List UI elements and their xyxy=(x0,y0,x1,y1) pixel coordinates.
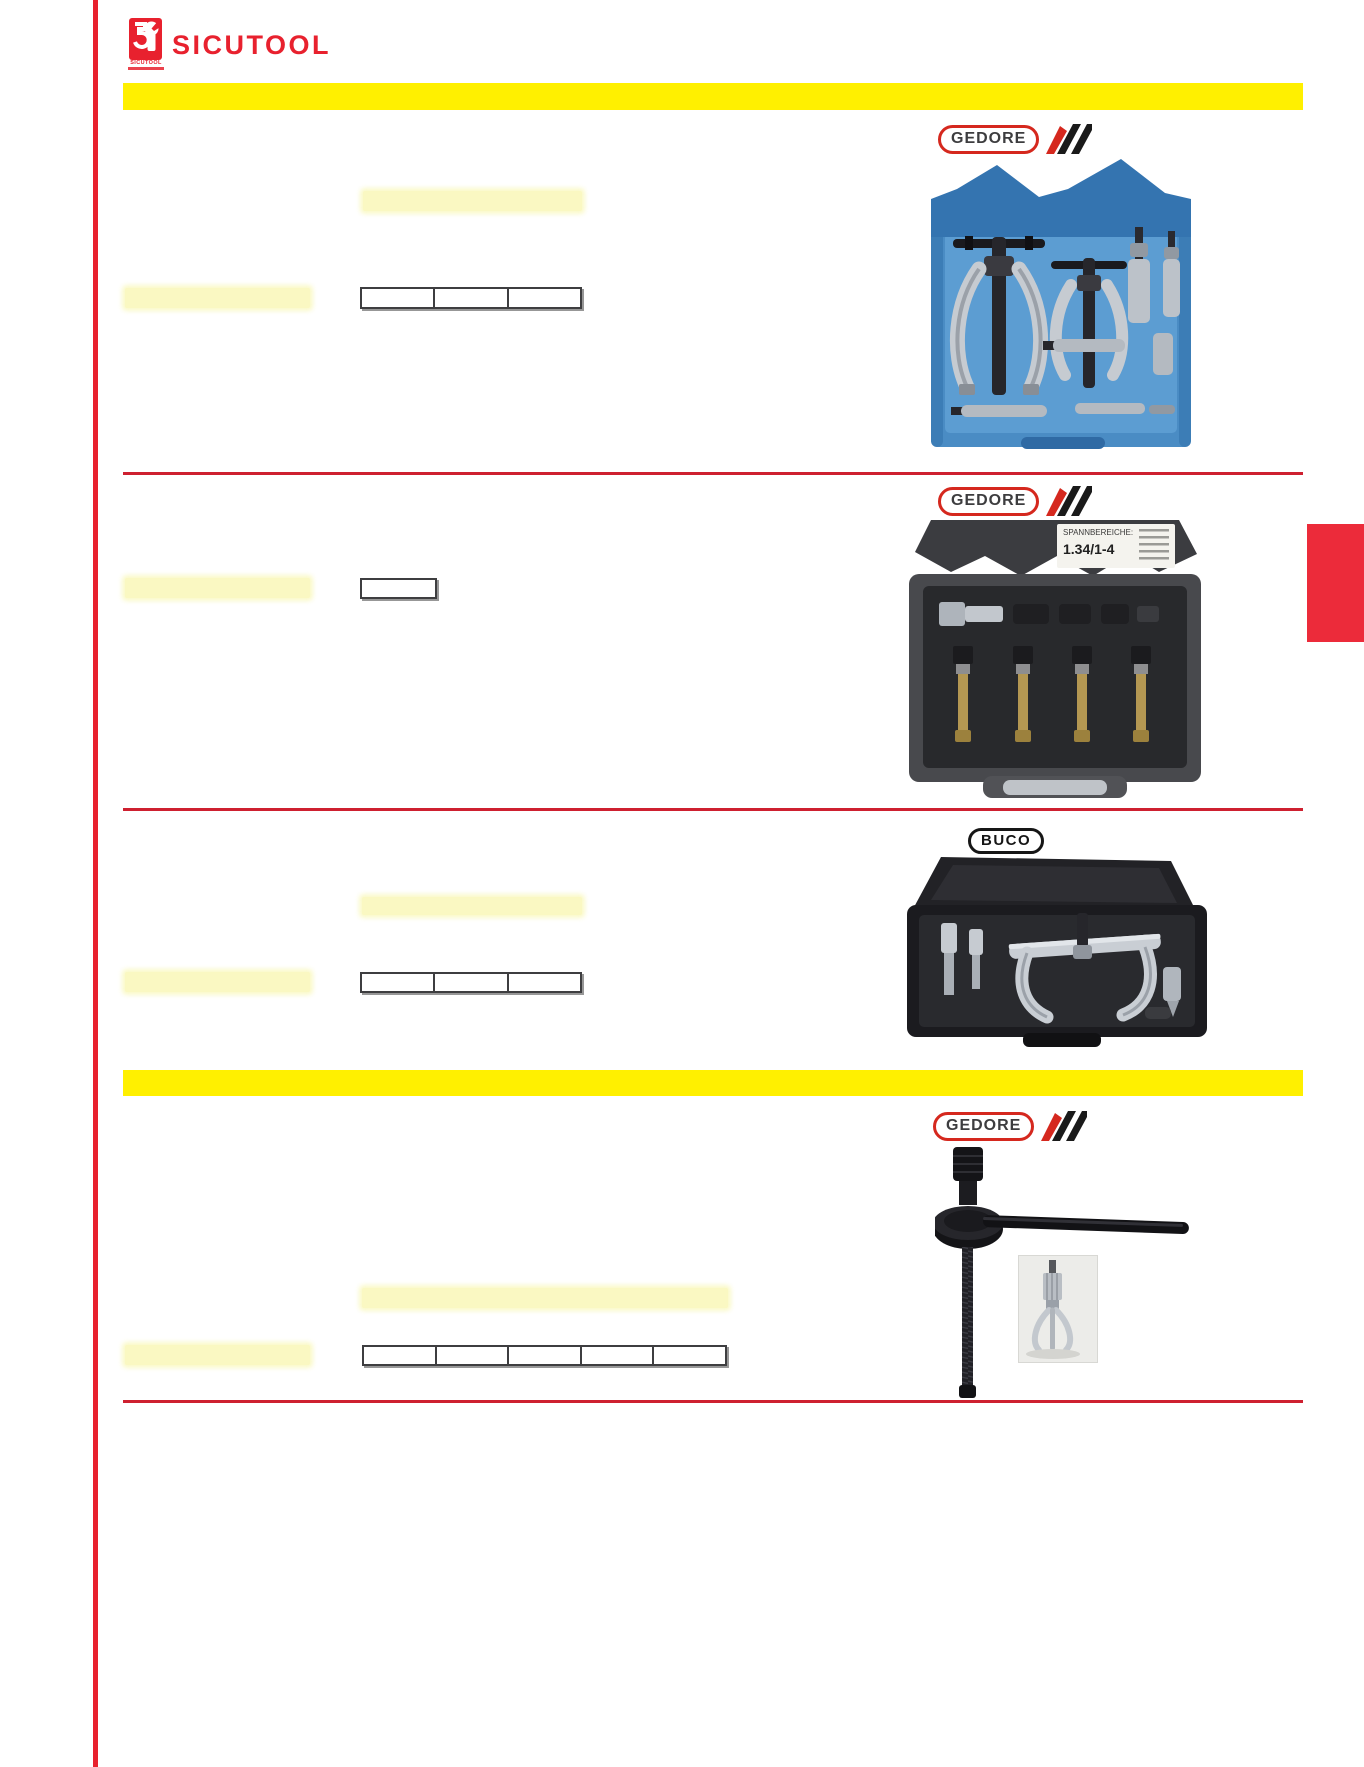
product1-price-table xyxy=(360,287,582,309)
brand-logo-gedore-1 xyxy=(938,124,1092,154)
table-cell xyxy=(507,1347,580,1364)
sicutool-logo-caption: SICUTOOL xyxy=(130,60,162,66)
table-cell xyxy=(433,974,506,991)
section-divider xyxy=(123,1400,1303,1403)
gedore-stripes-icon xyxy=(1041,1111,1087,1141)
product3-subtitle-highlight xyxy=(362,897,582,915)
table-cell xyxy=(362,580,435,597)
product4-inset-photo xyxy=(1018,1255,1098,1363)
gedore-logo: GEDORE xyxy=(933,1112,1034,1141)
product2-image-gray-case xyxy=(905,518,1205,800)
sicutool-logo-icon xyxy=(129,18,162,60)
sicutool-logo-caption-line xyxy=(128,67,164,70)
gedore-logo: GEDORE xyxy=(938,487,1039,516)
gedore-stripes-icon xyxy=(1046,124,1092,154)
table-cell xyxy=(652,1347,725,1364)
case-label-title: SPANNBEREICHE: xyxy=(1063,528,1134,537)
page-edge-tab xyxy=(1307,524,1364,642)
product1-code-highlight xyxy=(125,288,310,308)
mini-puller-image xyxy=(1019,1256,1097,1362)
sicutool-logo-text: SICUTOOL xyxy=(172,30,332,60)
product1-image-blue-case xyxy=(925,153,1197,453)
table-cell xyxy=(580,1347,653,1364)
brand-logo-buco xyxy=(968,828,1044,854)
product1-subtitle-highlight xyxy=(363,191,582,211)
product4-subtitle-highlight xyxy=(362,1288,728,1308)
product4-code-highlight xyxy=(125,1345,310,1365)
product3-code-highlight xyxy=(125,972,310,992)
section-header-bar-1 xyxy=(123,83,1303,110)
brand-logo-gedore-3 xyxy=(933,1111,1087,1141)
product3-price-table xyxy=(360,972,582,993)
case-label-value: 1.34/1-4 xyxy=(1063,541,1115,557)
table-cell xyxy=(507,974,580,991)
table-cell xyxy=(362,289,433,307)
left-margin-rule xyxy=(93,0,98,1767)
brand-logo-gedore-2 xyxy=(938,486,1092,516)
table-cell xyxy=(507,289,580,307)
buco-logo: BUCO xyxy=(968,828,1044,854)
section-divider xyxy=(123,808,1303,811)
product2-code-highlight xyxy=(125,578,310,598)
table-cell xyxy=(435,1347,508,1364)
product3-image-black-case xyxy=(905,855,1210,1055)
gedore-logo: GEDORE xyxy=(938,125,1039,154)
section-divider xyxy=(123,472,1303,475)
section-header-bar-2 xyxy=(123,1070,1303,1096)
product2-price-table xyxy=(360,578,437,599)
table-cell xyxy=(364,1347,435,1364)
product4-price-table xyxy=(362,1345,727,1366)
gedore-stripes-icon xyxy=(1046,486,1092,516)
table-cell xyxy=(433,289,506,307)
table-cell xyxy=(362,974,433,991)
